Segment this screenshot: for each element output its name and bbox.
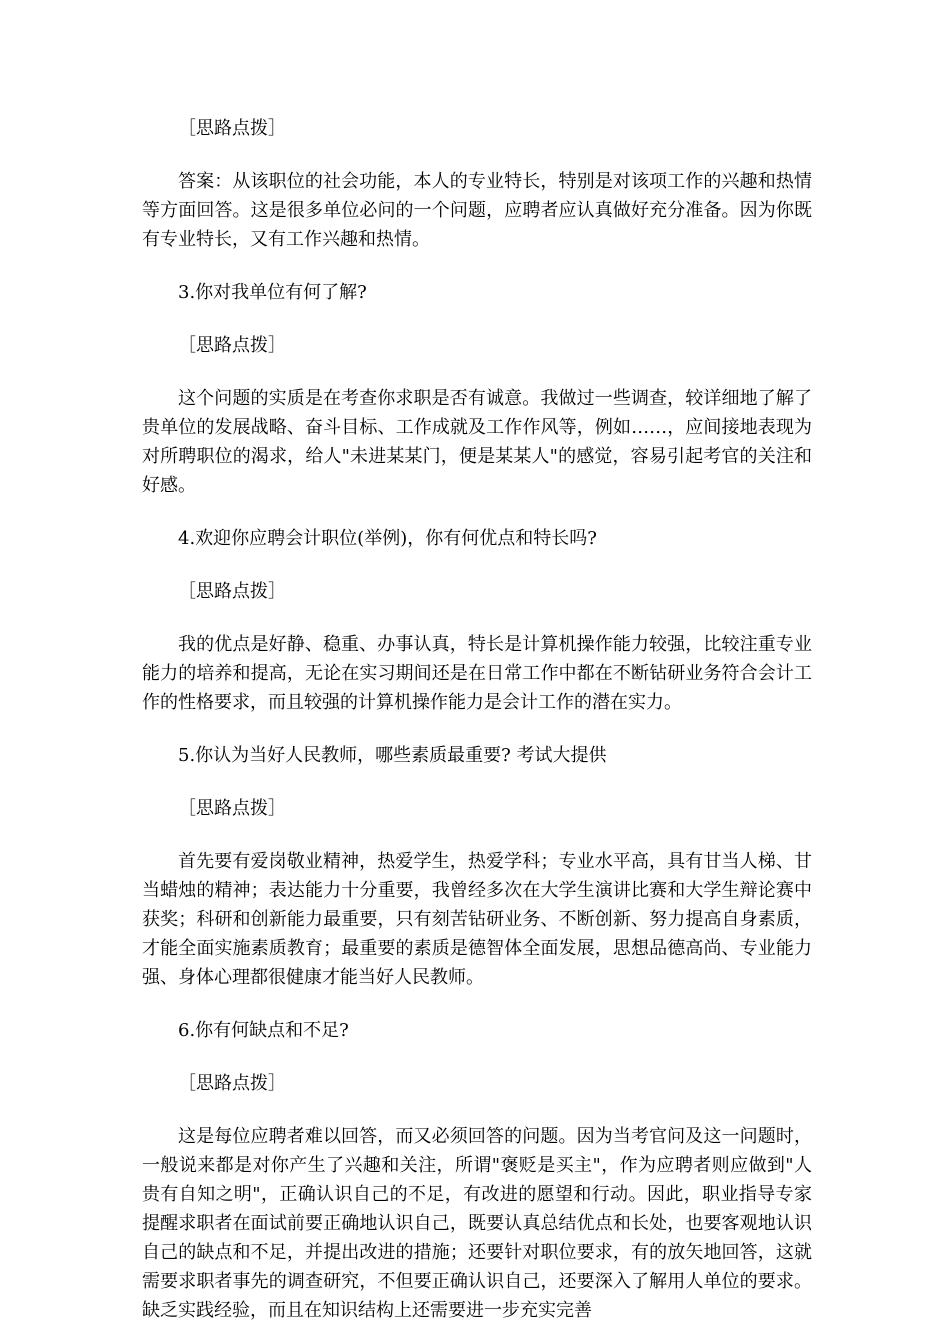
answer-paragraph: 首先要有爱岗敬业精神，热爱学生，热爱学科；专业水平高，具有甘当人梯、甘当蜡烛的精神；表达能力十分重要，我曾经多次在大学生演讲比赛和大学生辩论赛中获奖；科研和创新能力最重要，只有刻苦钻研业务、不断创新、努力提高自身素质，才能全面实施素质教育；最重要的素质是德智体全面发展，思想品德高尚、专业能力强、身体心理都很健康才能当好人民教师。 [142,851,812,988]
section-label: ［思路点拨］ [178,798,286,819]
question-heading: 5.你认为当好人民教师，哪些素质最重要? 考试大提供 [178,745,607,766]
section-label: ［思路点拨］ [178,118,286,139]
question-heading: 4.欢迎你应聘会计职位(举例)，你有何优点和特长吗? [178,528,597,549]
answer-paragraph: 这个问题的实质是在考查你求职是否有诚意。我做过一些调查，较详细地了解了贵单位的发展战略、奋斗目标、工作成就及工作作风等，例如……，应间接地表现为对所聘职位的渴求，给人"未进某某门，便是某某人"的感觉，容易引起考官的关注和好感。 [142,388,812,496]
question-heading: 3.你对我单位有何了解? [178,282,367,303]
answer-paragraph: 答案：从该职位的社会功能，本人的专业特长，特别是对该项工作的兴趣和热情等方面回答。这是很多单位必问的一个问题，应聘者应认真做好充分准备。因为你既有专业特长，又有工作兴趣和热情。 [142,171,812,250]
section-label: ［思路点拨］ [178,581,286,602]
section-label: ［思路点拨］ [178,335,286,356]
answer-paragraph: 这是每位应聘者难以回答，而又必须回答的问题。因为当考官问及这一问题时，一般说来都是对你产生了兴趣和关注，所谓"褒贬是买主"，作为应聘者则应做到"人贵有自知之明"，正确认识自己的不足，有改进的愿望和行动。因此，职业指导专家提醒求职者在面试前要正确地认识自己，既要认真总结优点和长处，也要客观地认识自己的缺点和不足，并提出改进的措施；还要针对职位要求，有的放矢地回答，这就需要求职者事先的调查研究，不但要正确认识自己，还要深入了解用人单位的要求。缺乏实践经验，而且在知识结构上还需要进一步充实完善 [142,1126,812,1321]
question-heading: 6.你有何缺点和不足? [178,1020,349,1041]
answer-paragraph: 我的优点是好静、稳重、办事认真，特长是计算机操作能力较强，比较注重专业能力的培养和提高，无论在实习期间还是在日常工作中都在不断钻研业务符合会计工作的性格要求，而且较强的计算机操作能力是会计工作的潜在实力。 [142,634,812,713]
section-label: ［思路点拨］ [178,1073,286,1094]
document-body [142,114,812,1325]
